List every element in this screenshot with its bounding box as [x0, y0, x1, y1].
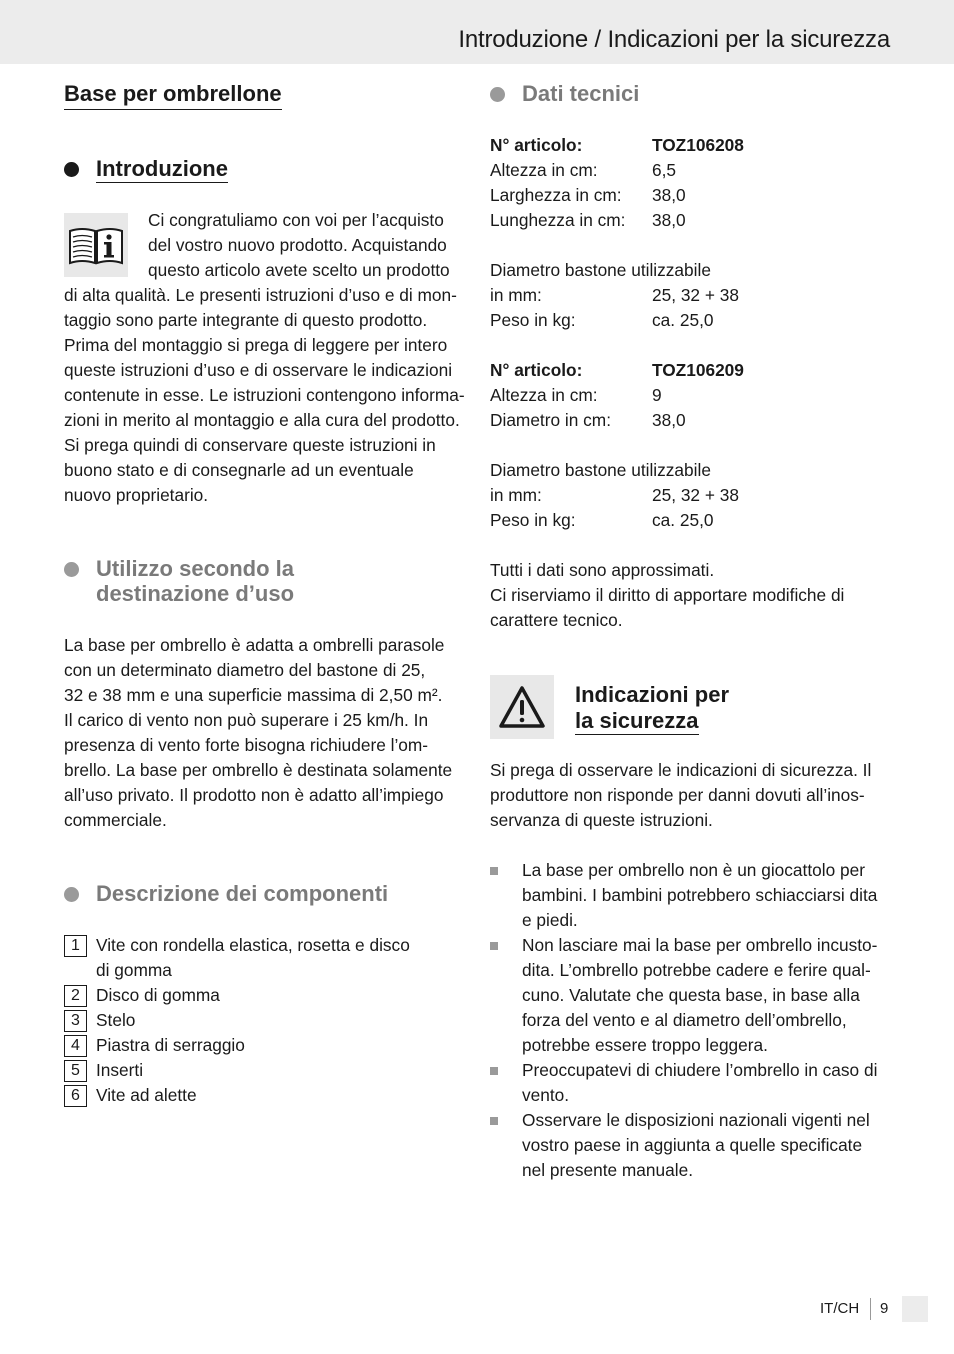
spec-value: 6,5 [652, 160, 677, 180]
intro-line: questo articolo avete scelto un prodotto [148, 260, 450, 280]
usage-heading [64, 556, 464, 606]
page-header-title: Introduzione / Indicazioni per la sicurezza [458, 26, 890, 53]
spec-value: 38,0 [652, 185, 686, 205]
tech-note-line: Tutti i dati sono approssimati. [490, 560, 715, 580]
safety-intro-line: Si prega di osservare le indicazioni di sicurezza. Il [490, 760, 872, 780]
component-label: Piastra di serraggio [96, 1035, 245, 1055]
list-item [64, 983, 464, 1008]
spec-key: N° articolo: [490, 135, 583, 155]
spec-value: 38,0 [652, 410, 686, 430]
component-label: Inserti [96, 1060, 144, 1080]
bullet-line: La base per ombrello non è un giocattolo per [522, 860, 865, 880]
list-item [64, 1033, 464, 1058]
safety-heading-line: Indicazioni per [575, 682, 730, 707]
list-item [64, 1008, 464, 1033]
list-item [490, 933, 894, 1058]
warning-icon [490, 675, 554, 739]
component-label: Disco di gomma [96, 985, 220, 1005]
safety-heading-line: la sicurezza [575, 708, 699, 733]
component-number: 2 [64, 985, 87, 1007]
intro-line: del vostro nuovo prodotto. Acquistando [148, 235, 447, 255]
bullet-line: bambini. I bambini potrebbero schiacciarsi dita [522, 885, 878, 905]
spec-key: Altezza in cm: [490, 160, 598, 180]
list-item [490, 1108, 894, 1183]
square-bullet-icon [490, 942, 498, 950]
spec-value: 9 [652, 385, 662, 405]
page-number: 9 [880, 1300, 889, 1317]
square-bullet-icon [490, 1117, 498, 1125]
bullet-line: forza del vento e al diametro dell’ombrello, [522, 1010, 847, 1030]
footer-language: IT/CH [820, 1300, 860, 1317]
intro-line: Si prega quindi di conservare queste istruzioni in [64, 435, 436, 455]
square-bullet-icon [490, 1067, 498, 1075]
list-item [64, 933, 464, 983]
tech-note-line: carattere tecnico. [490, 610, 623, 630]
section-bullet-icon [64, 562, 79, 577]
document-title: Base per ombrellone [64, 80, 282, 110]
spec-key: Altezza in cm: [490, 385, 598, 405]
component-number: 1 [64, 935, 87, 957]
spec-value: TOZ106208 [652, 135, 744, 155]
spec-value: 38,0 [652, 210, 686, 230]
spec-value: 25, 32 + 38 [652, 285, 739, 305]
intro-line: contenute in esse. Le istruzioni contengono informa- [64, 385, 465, 405]
usage-heading-line: Utilizzo secondo la [96, 556, 295, 581]
footer-divider [870, 1298, 871, 1320]
spec-key: in mm: [490, 485, 542, 505]
usage-line: Il carico di vento non può superare i 25 km/h. In [64, 710, 429, 730]
safety-heading [575, 682, 895, 734]
usage-line: presenza di vento forte bisogna richiudere l’om- [64, 735, 429, 755]
bullet-line: vento. [522, 1085, 570, 1105]
component-label: Vite ad alette [96, 1085, 197, 1105]
components-heading: Descrizione dei componenti [64, 881, 464, 906]
footer-tab [902, 1296, 928, 1322]
intro-line: queste istruzioni d’uso e di osservare le indicazioni [64, 360, 453, 380]
spec-value: 25, 32 + 38 [652, 485, 739, 505]
bullet-line: nel presente manuale. [522, 1160, 694, 1180]
spec-key: Peso in kg: [490, 510, 576, 530]
component-number: 3 [64, 1010, 87, 1032]
usage-line: brello. La base per ombrello è destinata solamente [64, 760, 453, 780]
section-bullet-icon [64, 887, 79, 902]
bullet-line: dita. L’ombrello potrebbe cadere e ferire qual- [522, 960, 871, 980]
bullet-line: potrebbe essere troppo leggera. [522, 1035, 768, 1055]
bullet-line: Non lasciare mai la base per ombrello incusto- [522, 935, 878, 955]
component-label: Vite con rondella elastica, rosetta e disco [96, 935, 410, 955]
info-book-icon [64, 213, 128, 277]
spec-key: N° articolo: [490, 360, 583, 380]
bullet-line: e piedi. [522, 910, 578, 930]
spec-key: Diametro in cm: [490, 410, 611, 430]
bullet-line: cuno. Valutate che questa base, in base alla [522, 985, 860, 1005]
spec-key: Lunghezza in cm: [490, 210, 626, 230]
tech-note-line: Ci riserviamo il diritto di apportare modifiche di [490, 585, 845, 605]
usage-heading-line: destinazione d’uso [96, 581, 295, 606]
list-item [64, 1058, 464, 1083]
section-bullet-icon [490, 87, 505, 102]
component-label: di gomma [96, 960, 172, 980]
list-item [64, 1083, 464, 1108]
spec-key: in mm: [490, 285, 542, 305]
usage-line: all’uso privato. Il prodotto non è adatto all’impiego [64, 785, 444, 805]
component-label: Stelo [96, 1010, 136, 1030]
intro-line: buono stato e di consegnarle ad un eventuale [64, 460, 414, 480]
spec-key: Peso in kg: [490, 310, 576, 330]
intro-line: zioni in merito al montaggio e alla cura del prodotto. [64, 410, 460, 430]
intro-line: di alta qualità. Le presenti istruzioni d’uso e di mon- [64, 285, 457, 305]
component-number: 6 [64, 1085, 87, 1107]
list-item [490, 858, 894, 933]
spec-value: ca. 25,0 [652, 510, 714, 530]
intro-line: Ci congratuliamo con voi per l’acquisto [148, 210, 444, 230]
usage-line: con un determinato diametro del bastone di 25, [64, 660, 426, 680]
component-number: 4 [64, 1035, 87, 1057]
spec-key: Diametro bastone utilizzabile [490, 260, 711, 280]
list-item [490, 1058, 894, 1108]
intro-line: taggio sono parte integrante di questo prodotto. [64, 310, 428, 330]
section-bullet-icon [64, 162, 79, 177]
intro-line: nuovo proprietario. [64, 485, 209, 505]
tech-heading: Dati tecnici [490, 81, 894, 106]
intro-line: Prima del montaggio si prega di leggere per intero [64, 335, 448, 355]
spec-value: TOZ106209 [652, 360, 744, 380]
square-bullet-icon [490, 867, 498, 875]
spec-value: ca. 25,0 [652, 310, 714, 330]
usage-line: La base per ombrello è adatta a ombrelli parasole [64, 635, 445, 655]
bullet-line: Osservare le disposizioni nazionali vigenti nel [522, 1110, 870, 1130]
bullet-line: Preoccupatevi di chiudere l’ombrello in caso di [522, 1060, 878, 1080]
spec-key: Diametro bastone utilizzabile [490, 460, 711, 480]
usage-line: 32 e 38 mm e una superficie massima di 2,50 m². [64, 685, 443, 705]
safety-intro-line: servanza di queste istruzioni. [490, 810, 713, 830]
safety-intro-line: produttore non risponde per danni dovuti all’inos- [490, 785, 865, 805]
spec-key: Larghezza in cm: [490, 185, 622, 205]
intro-heading: Introduzione [64, 156, 464, 182]
usage-line: commerciale. [64, 810, 167, 830]
bullet-line: vostro paese in aggiunta a quelle specificate [522, 1135, 863, 1155]
component-number: 5 [64, 1060, 87, 1082]
